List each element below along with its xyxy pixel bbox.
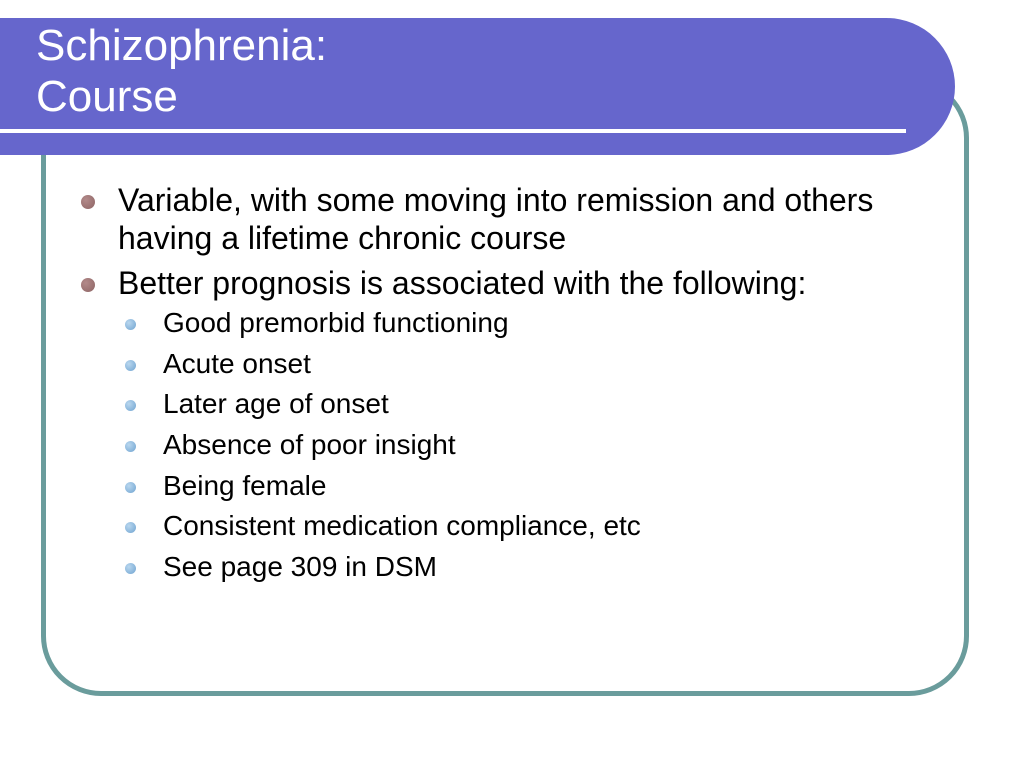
sub-bullet-text: Acute onset xyxy=(163,347,311,379)
sub-bullet-text: See page 309 in DSM xyxy=(163,551,437,583)
bullet-list xyxy=(80,181,955,592)
sub-bullet-text: Good premorbid functioning xyxy=(163,307,509,338)
sub-bullet-item xyxy=(125,429,955,461)
sub-bullet-item xyxy=(125,551,955,583)
bullet-item-variable-course xyxy=(80,181,955,257)
bullet-text: Variable, with some moving into remission and others having a lifetime chronic course xyxy=(118,182,874,256)
sub-bullet-item xyxy=(125,348,955,380)
sub-bullet-item xyxy=(125,388,955,420)
sub-bullet-text: Consistent medication compliance, etc xyxy=(163,510,641,542)
bullet-dot-icon xyxy=(81,278,95,292)
bullet-item-better-prognosis xyxy=(80,264,955,583)
sub-bullet-item xyxy=(125,307,955,339)
sub-bullet-dot-icon xyxy=(125,441,136,452)
sub-bullet-dot-icon xyxy=(125,400,136,411)
prognosis-factors-list xyxy=(118,307,955,583)
slide-title-line-1: Schizophrenia: xyxy=(36,21,328,70)
sub-bullet-dot-icon xyxy=(125,319,136,330)
sub-bullet-text: Absence of poor insight xyxy=(163,429,456,461)
sub-bullet-dot-icon xyxy=(125,360,136,371)
sub-bullet-item xyxy=(125,510,955,542)
sub-bullet-dot-icon xyxy=(125,482,136,493)
sub-bullet-dot-icon xyxy=(125,563,136,574)
sub-bullet-text: Being female xyxy=(163,469,327,501)
bullet-text: Better prognosis is associated with the following: xyxy=(118,265,807,301)
sub-bullet-text: Later age of onset xyxy=(163,388,389,420)
slide-title xyxy=(36,20,327,122)
sub-bullet-item xyxy=(125,470,955,502)
bullet-dot-icon xyxy=(81,195,95,209)
sub-bullet-dot-icon xyxy=(125,522,136,533)
slide-title-line-2: Course xyxy=(36,72,178,121)
title-underline xyxy=(0,129,906,133)
